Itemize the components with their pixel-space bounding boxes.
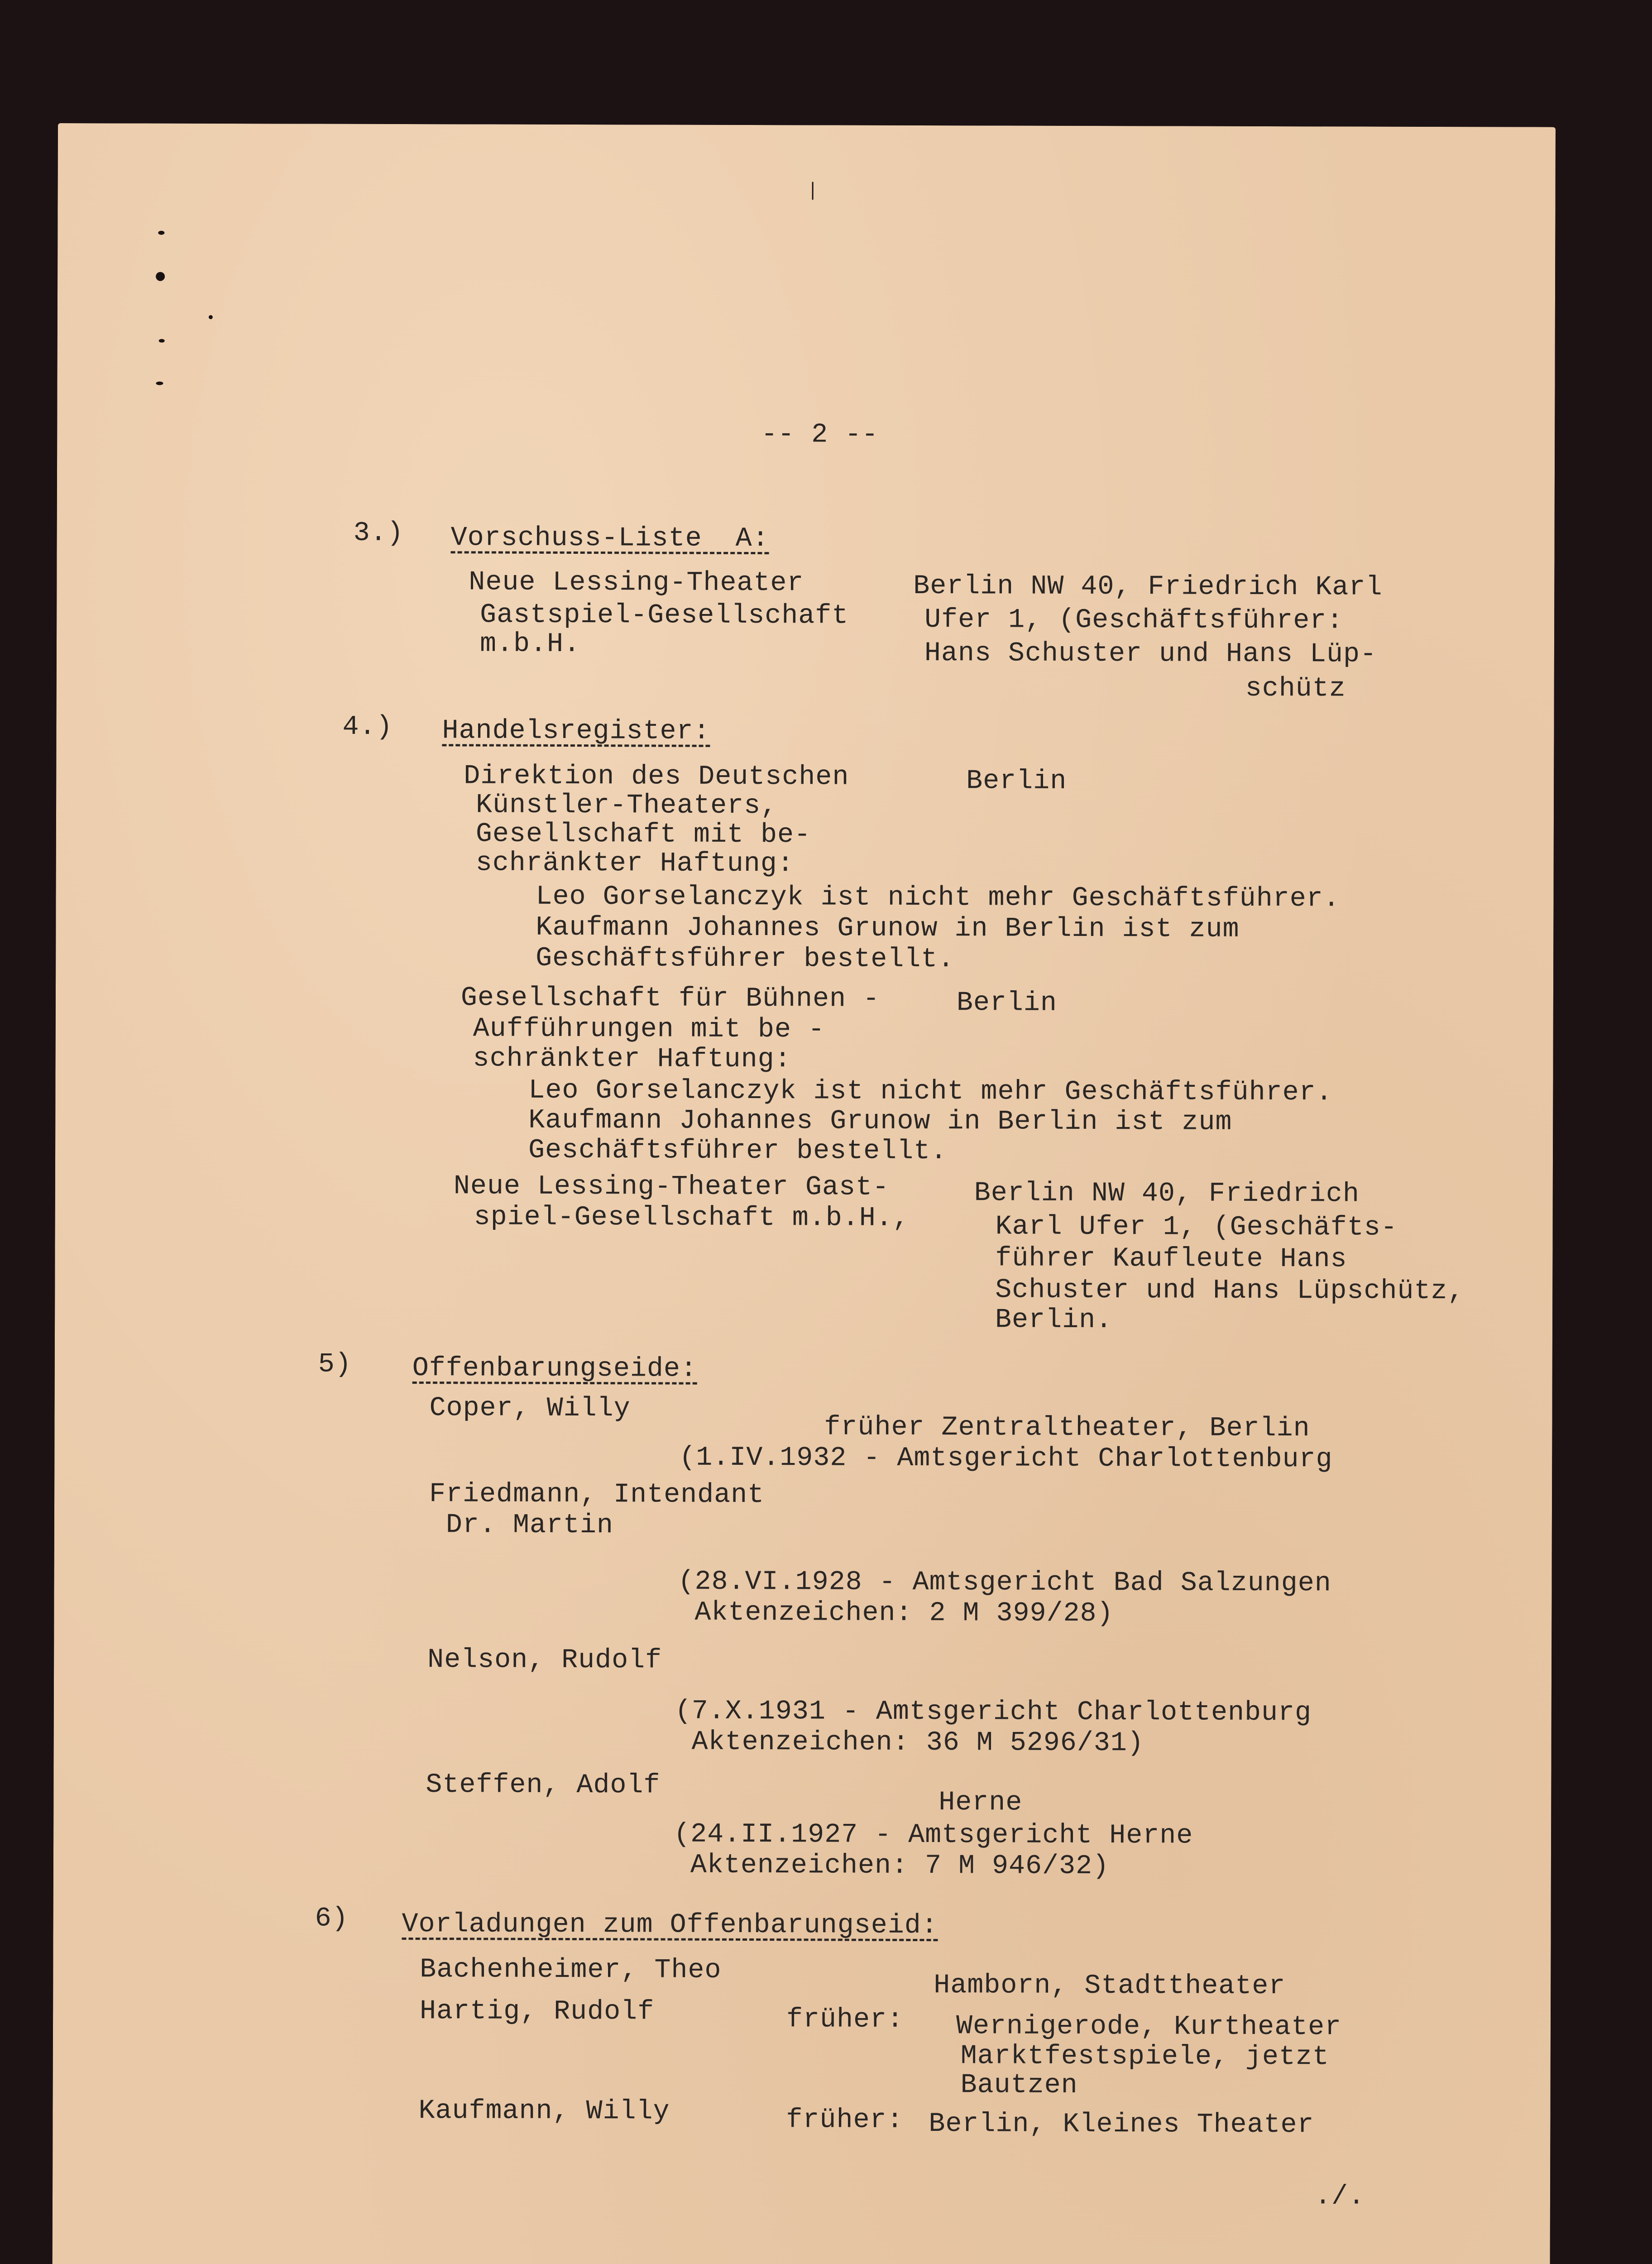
entry-place: früher Zentraltheater, Berlin xyxy=(824,1412,1310,1444)
entry-detail-line: Berlin NW 40, Friedrich Karl xyxy=(913,571,1383,603)
section-4-heading: Handelsregister: xyxy=(442,715,710,747)
pin-hole-mark xyxy=(158,231,164,235)
entry-detail-line: Bautzen xyxy=(960,2070,1078,2101)
entry-name-line: schränkter Haftung: xyxy=(459,848,794,880)
entry-note-line: Geschäftsführer bestellt. xyxy=(536,943,955,975)
section-4-number: 4.) xyxy=(342,711,393,743)
pin-hole-mark xyxy=(156,382,163,385)
entry-court-line: Aktenzeichen: 36 M 5296/31) xyxy=(675,1727,1144,1759)
section-5-heading: Offenbarungseide: xyxy=(412,1353,697,1385)
entry-name-line: Direktion des Deutschen xyxy=(464,761,849,793)
section-6-number: 6) xyxy=(315,1903,349,1934)
entry-place: Herne xyxy=(939,1787,1023,1818)
entry-name-line: Coper, Willy xyxy=(429,1393,631,1425)
entry-name-line: spiel-Gesellschaft m.b.H., xyxy=(457,1202,910,1234)
entry-note-line: Kaufmann Johannes Grunow in Berlin ist zum xyxy=(528,1105,1232,1138)
entry-detail-line: schütz xyxy=(1245,673,1346,705)
entry-prefix: früher: xyxy=(786,2105,904,2136)
entry-name: Kaufmann, Willy xyxy=(418,2096,670,2127)
entry-court-line: Aktenzeichen: 7 M 946/32) xyxy=(673,1850,1110,1882)
entry-detail-line: Berlin NW 40, Friedrich xyxy=(974,1178,1360,1210)
entry-prefix: früher: xyxy=(786,2004,904,2035)
entry-detail-line: Schuster und Hans Lüpschütz, xyxy=(978,1275,1465,1307)
entry-name-line: Neue Lessing-Theater xyxy=(469,567,804,599)
entry-detail-line: Wernigerode, Kurtheater xyxy=(956,2011,1342,2043)
entry-detail-line: Karl Ufer 1, (Geschäfts- xyxy=(978,1211,1398,1243)
entry-detail-line: Berlin. xyxy=(978,1305,1113,1336)
entry-name-line: Friedmann, Intendant xyxy=(429,1479,765,1511)
entry-detail-line: Ufer 1, (Geschäftsführer: xyxy=(908,604,1344,637)
entry-court-line: (28.VI.1928 - Amtsgericht Bad Salzungen xyxy=(678,1566,1331,1599)
entry-name-line: m.b.H. xyxy=(463,628,581,660)
entry-name-line: Nelson, Rudolf xyxy=(427,1645,662,1676)
pin-hole-mark xyxy=(209,315,213,319)
entry-name-line: Dr. Martin xyxy=(429,1510,614,1541)
entry-note-line: Kaufmann Johannes Grunow in Berlin ist zum xyxy=(536,912,1240,945)
pin-hole-mark xyxy=(156,272,165,281)
entry-location: Berlin xyxy=(956,988,1058,1019)
entry-court-line: Aktenzeichen: 2 M 399/28) xyxy=(678,1597,1114,1630)
continuation-mark: ./. xyxy=(1314,2181,1365,2212)
entry-name-line: Gesellschaft mit be- xyxy=(459,819,811,851)
document-page xyxy=(52,123,1556,2264)
section-5-number: 5) xyxy=(318,1349,352,1380)
entry-note-line: Leo Gorselanczyk ist nicht mehr Geschäftsführer. xyxy=(528,1075,1333,1108)
page-number: -- 2 -- xyxy=(761,419,879,451)
entry-note-line: Leo Gorselanczyk ist nicht mehr Geschäftsführer. xyxy=(536,881,1340,915)
pin-hole-mark xyxy=(812,182,814,200)
entry-location: Berlin xyxy=(966,766,1067,797)
entry-name-line: schränkter Haftung: xyxy=(456,1043,791,1075)
section-3-heading: Vorschuss-Liste A: xyxy=(450,523,769,555)
pin-hole-mark xyxy=(159,339,165,343)
entry-court-line: (24.II.1927 - Amtsgericht Herne xyxy=(674,1819,1193,1851)
section-3-number: 3.) xyxy=(353,518,404,549)
entry-name-line: Gesellschaft für Bühnen - xyxy=(460,983,880,1015)
section-6-heading: Vorladungen zum Offenbarungseid: xyxy=(402,1909,938,1942)
entry-detail-line: Marktfestspiele, jetzt xyxy=(960,2041,1330,2073)
entry-name: Bachenheimer, Theo xyxy=(420,1954,722,1986)
entry-court-line: (1.IV.1932 - Amtsgericht Charlottenburg xyxy=(679,1442,1333,1475)
entry-detail-line: Hans Schuster und Hans Lüp- xyxy=(907,638,1377,670)
entry-detail-line: Hamborn, Stadttheater xyxy=(934,1970,1286,2002)
entry-name-line: Steffen, Adolf xyxy=(426,1770,661,1801)
entry-detail-line: Berlin, Kleines Theater xyxy=(929,2109,1314,2141)
entry-court-line: (7.X.1931 - Amtsgericht Charlottenburg xyxy=(675,1696,1312,1729)
entry-note-line: Geschäftsführer bestellt. xyxy=(528,1135,948,1167)
entry-name-line: Künstler-Theaters, xyxy=(459,790,778,822)
entry-detail-line: führer Kaufleute Hans xyxy=(978,1243,1347,1275)
entry-name-line: Aufführungen mit be - xyxy=(456,1013,825,1046)
entry-name-line: Gastspiel-Gesellschaft xyxy=(463,600,849,632)
entry-name: Hartig, Rudolf xyxy=(419,1996,655,2028)
entry-name-line: Neue Lessing-Theater Gast- xyxy=(453,1171,890,1203)
